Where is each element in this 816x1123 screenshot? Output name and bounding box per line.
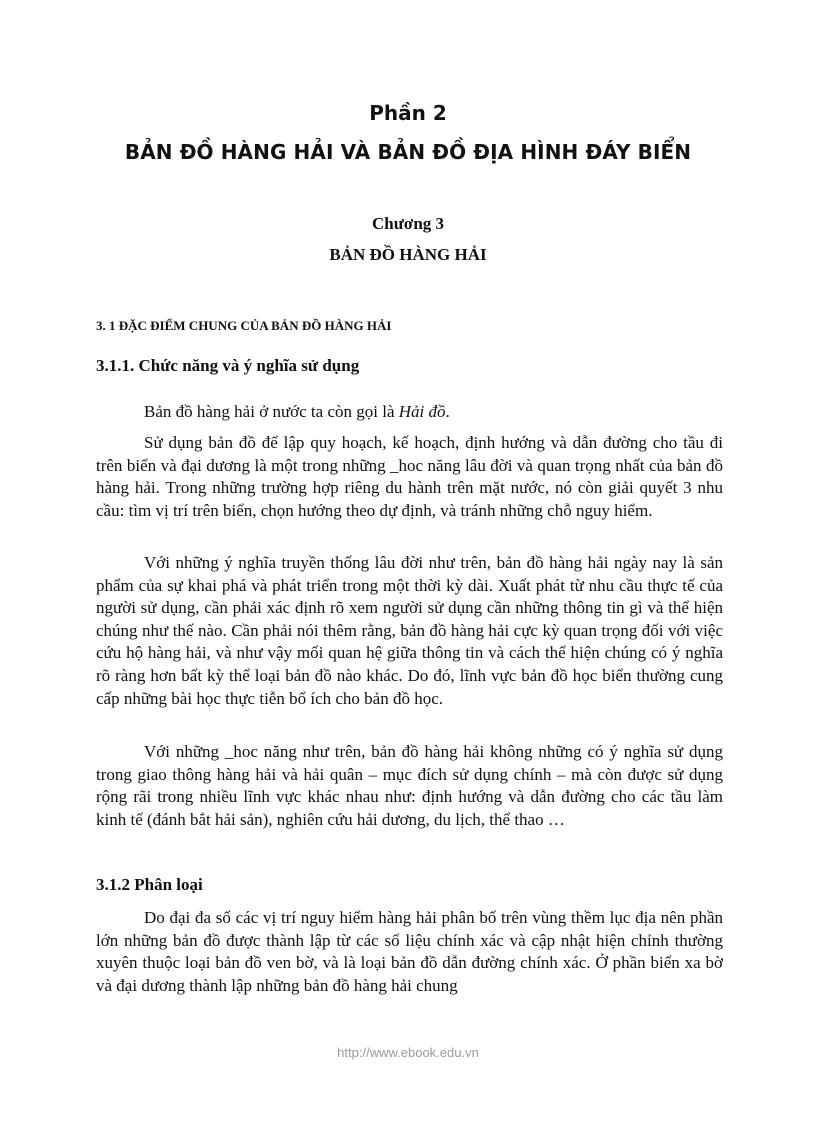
paragraph-3: Với những ý nghĩa truyền thống lâu đời như trên, bản đồ hàng hải ngày nay là sản phẩm của sự khai phá và phát triển trong một thời kỳ dài. Xuất phát từ nhu cầu thực tế của người sử dụng, cần phải xác định rõ xem người sử dụng cần những thông tin gì và thể hiện chúng như thế nào. Cần phải nói thêm rằng, bản đồ hàng hải cực kỳ quan trọng đối với việc cứu hộ hàng hải, và như vậy mối quan hệ giữa thông tin và cách thể hiện chúng có ý nghĩa rõ ràng hơn bất kỳ thể loại bản đồ nào khác. Do đó, lĩnh vực bản đồ học biển thường cung cấp những bài học thực tiễn bổ ích cho bản đồ học. [96,553,723,708]
paragraph-2: Sử dụng bản đồ để lập quy hoạch, kế hoạch, định hướng và dẫn đường cho tầu đi trên biển và đại dương là một trong những _hoc năng lâu đời và quan trọng nhất của bản đồ hàng hải. Trong những trường hợp riêng du hành trên mặt nước, nó còn giải quyết 3 nhu cầu: tìm vị trí trên biển, chọn hướng theo dự định, và tránh những chỗ nguy hiểm. [96,433,723,520]
part-number: Phần 2 [369,101,447,125]
part-title: BẢN ĐỒ HÀNG HẢI VÀ BẢN ĐỒ ĐỊA HÌNH ĐÁY BIỂN [124,140,692,164]
paragraph-1 [96,401,723,424]
footer-url[interactable]: http://www.ebook.edu.vn [337,1045,479,1060]
chapter-number: Chương 3 [371,214,445,233]
section-3-1-2-heading: 3.1.2 Phân loại [96,875,203,894]
paragraph-4: Với những _hoc năng như trên, bản đồ hàng hải không những có ý nghĩa sử dụng trong giao thông hàng hải và hải quân – mục đích sử dụng chính – mà còn được sử dụng rộng rãi trong nhiều lĩnh vực khác nhau như: định hướng và dẫn đường cho các tầu làm kinh tế (đánh bắt hải sản), nghiên cứu hải dương, du lịch, thể thao … [96,742,723,829]
paragraph-1-text: Bản đồ hàng hải ở nước ta còn gọi là [144,402,399,421]
paragraph-1-italic-term: Hải đồ [398,402,446,421]
section-3-1-heading: 3. 1 ĐẶC ĐIỂM CHUNG CỦA BẢN ĐỒ HÀNG HẢI [96,318,392,333]
paragraph-1-end: . [445,402,450,421]
paragraph-5: Do đại đa số các vị trí nguy hiểm hàng hải phân bố trên vùng thềm lục địa nên phần lớn những bản đồ được thành lập từ các số liệu chính xác và cập nhật hiện chỉnh thường xuyên thuộc loại bản đồ ven bờ, và là loại bản đồ dẫn đường chính xác. Ở phần biển xa bờ và đại dương thành lập những bản đồ hàng hải chung [96,908,723,995]
section-3-1-1-heading: 3.1.1. Chức năng và ý nghĩa sử dụng [96,356,360,375]
chapter-title: BẢN ĐỒ HÀNG HẢI [329,245,487,264]
